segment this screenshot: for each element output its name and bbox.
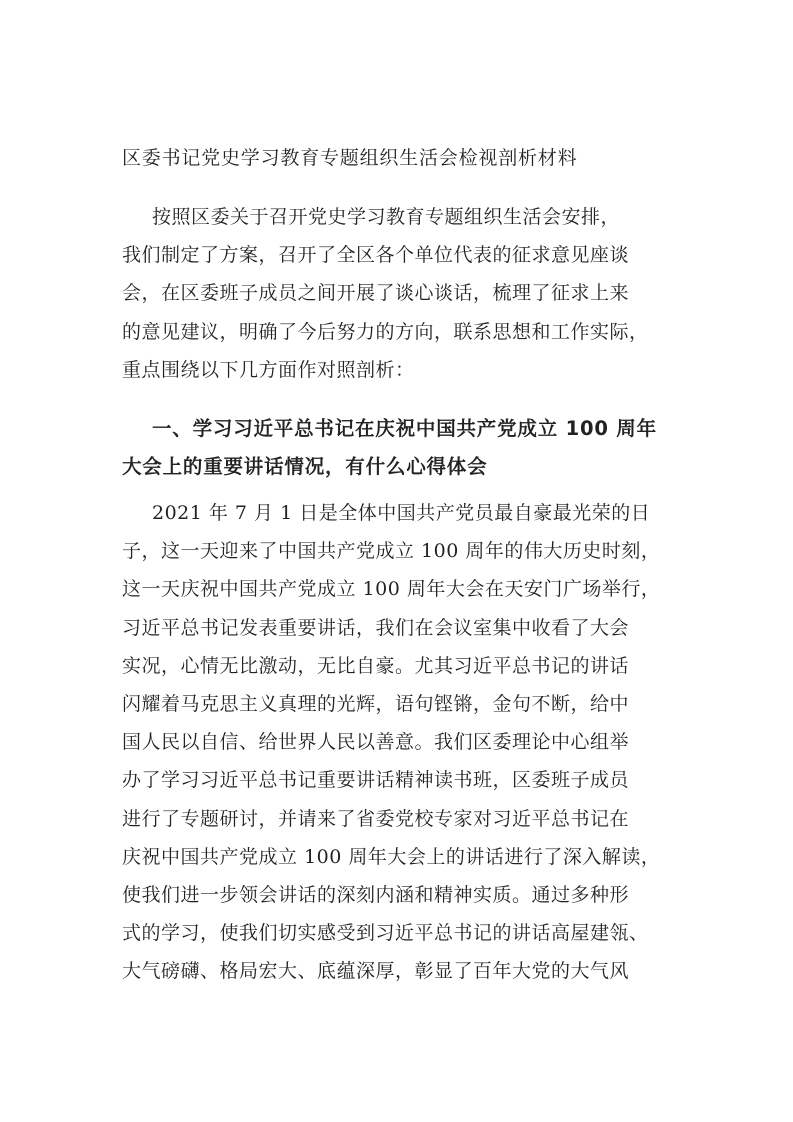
body-line: 办了学习习近平总书记重要讲话精神读书班，区委班子成员 bbox=[122, 769, 630, 792]
intro-line: 重点围绕以下几方面作对照剖析： bbox=[122, 358, 415, 381]
intro-line: 我们制定了方案，召开了全区各个单位代表的征求意见座谈 bbox=[122, 244, 630, 267]
body-line: 这一天庆祝中国共产党成立 100 周年大会在天安门广场举行， bbox=[122, 578, 661, 601]
section-body-paragraph bbox=[122, 494, 682, 990]
body-line: 进行了专题研讨，并请来了省委党校专家对习近平总书记在 bbox=[122, 807, 630, 830]
body-line: 大气磅礴、格局宏大、底蕴深厚，彰显了百年大党的大气风 bbox=[122, 960, 630, 983]
body-line: 国人民以自信、给世界人民以善意。我们区委理论中心组举 bbox=[122, 731, 630, 754]
body-line: 习近平总书记发表重要讲话，我们在会议室集中收看了大会 bbox=[122, 616, 630, 639]
document-title: 区委书记党史学习教育专题组织生活会检视剖析材料 bbox=[122, 147, 578, 169]
body-line: 使我们进一步领会讲话的深刻内涵和精神实质。通过多种形 bbox=[122, 883, 630, 906]
body-line: 子，这一天迎来了中国共产党成立 100 周年的伟大历史时刻， bbox=[122, 540, 661, 563]
intro-line: 会，在区委班子成员之间开展了谈心谈话，梳理了征求上来 bbox=[122, 282, 630, 305]
section-heading-line: 大会上的重要讲话情况，有什么心得体会 bbox=[122, 455, 488, 479]
intro-paragraph bbox=[122, 198, 682, 389]
body-line: 式的学习，使我们切实感受到习近平总书记的讲话高屋建瓴、 bbox=[122, 922, 649, 945]
section-heading-line: 一、学习习近平总书记在庆祝中国共产党成立 100 周年 bbox=[152, 417, 657, 440]
body-line: 实况，心情无比激动，无比自豪。尤其习近平总书记的讲话 bbox=[122, 654, 630, 677]
section-heading bbox=[122, 410, 682, 486]
body-line: 2021 年 7 月 1 日是全体中国共产党员最自豪最光荣的日 bbox=[152, 502, 651, 524]
intro-line: 的意见建议，明确了今后努力的方向，联系思想和工作实际， bbox=[122, 320, 649, 343]
intro-line: 按照区委关于召开党史学习教育专题组织生活会安排， bbox=[152, 206, 621, 228]
body-line: 庆祝中国共产党成立 100 周年大会上的讲话进行了深入解读， bbox=[122, 845, 661, 868]
body-line: 闪耀着马克思主义真理的光辉，语句铿锵，金句不断，给中 bbox=[122, 692, 630, 715]
